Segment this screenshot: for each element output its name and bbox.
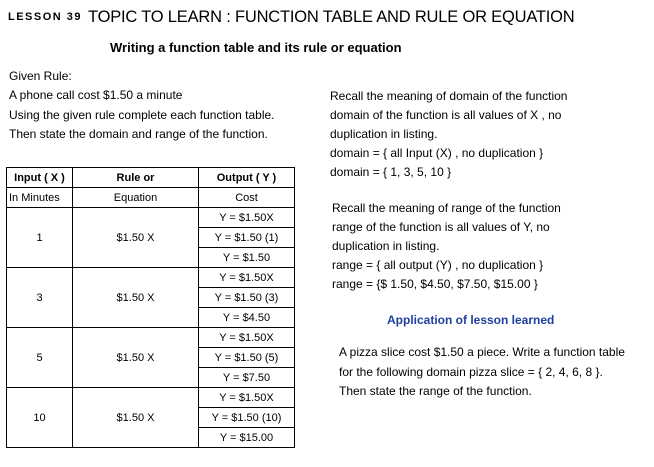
application-heading: Application of lesson learned: [387, 313, 555, 327]
domain-note-line: Recall the meaning of domain of the function: [330, 89, 568, 103]
subheader-output: Cost: [199, 188, 295, 208]
range-answer: range = {$ 1.50, $4.50, $7.50, $15.00 }: [332, 277, 538, 291]
output-cell: Y = $1.50 (3): [199, 288, 295, 308]
output-cell: Y = $1.50: [199, 248, 295, 268]
range-note-line: range of the function is all values of Y, no: [332, 220, 550, 234]
table-row: [7, 388, 295, 408]
instruction-line: Then state the domain and range of the function.: [9, 127, 268, 141]
given-rule-text: A phone call cost $1.50 a minute: [9, 88, 183, 102]
instruction-line: Using the given rule complete each function table.: [9, 108, 275, 122]
range-note-line: duplication in listing.: [332, 239, 440, 253]
application-line: A pizza slice cost $1.50 a piece. Write a function table: [339, 345, 625, 359]
output-cell: Y = $1.50X: [199, 388, 295, 408]
output-cell: Y = $1.50 (10): [199, 408, 295, 428]
output-cell: Y = $1.50 (1): [199, 228, 295, 248]
domain-definition: domain = { all Input (X) , no duplication }: [330, 146, 544, 160]
subtitle: Writing a function table and its rule or equation: [110, 40, 402, 55]
column-header-output: Output ( Y ): [199, 168, 295, 188]
table-row: [7, 268, 295, 288]
output-cell: Y = $1.50 (5): [199, 348, 295, 368]
lesson-number: LESSON 39: [8, 11, 83, 23]
subheader-rule: Equation: [73, 188, 199, 208]
application-line: Then state the range of the function.: [339, 384, 532, 398]
output-cell: Y = $15.00: [199, 428, 295, 448]
table-subheader-row: [7, 188, 295, 208]
column-header-rule: Rule or: [73, 168, 199, 188]
rule-cell: $1.50 X: [73, 328, 199, 388]
input-cell: 5: [7, 328, 73, 388]
output-cell: Y = $1.50X: [199, 328, 295, 348]
table-header-row: [7, 168, 295, 188]
given-rule-label: Given Rule:: [9, 69, 72, 83]
rule-cell: $1.50 X: [73, 388, 199, 448]
domain-note-line: duplication in listing.: [330, 127, 438, 141]
table-row: [7, 208, 295, 228]
subheader-input: In Minutes: [7, 188, 73, 208]
function-table: [6, 167, 295, 448]
domain-note-line: domain of the function is all values of X , no: [330, 108, 562, 122]
input-cell: 10: [7, 388, 73, 448]
output-cell: Y = $1.50X: [199, 268, 295, 288]
output-cell: Y = $4.50: [199, 308, 295, 328]
topic-title: TOPIC TO LEARN : FUNCTION TABLE AND RULE OR EQUATION: [88, 8, 575, 26]
range-note-line: Recall the meaning of range of the function: [332, 201, 561, 215]
column-header-input: Input ( X ): [7, 168, 73, 188]
range-definition: range = { all output (Y) , no duplication }: [332, 258, 544, 272]
input-cell: 3: [7, 268, 73, 328]
table-row: [7, 328, 295, 348]
rule-cell: $1.50 X: [73, 268, 199, 328]
rule-cell: $1.50 X: [73, 208, 199, 268]
input-cell: 1: [7, 208, 73, 268]
output-cell: Y = $1.50X: [199, 208, 295, 228]
output-cell: Y = $7.50: [199, 368, 295, 388]
domain-answer: domain = { 1, 3, 5, 10 }: [330, 165, 452, 179]
application-line: for the following domain pizza slice = { 2, 4, 6, 8 }.: [339, 365, 603, 379]
